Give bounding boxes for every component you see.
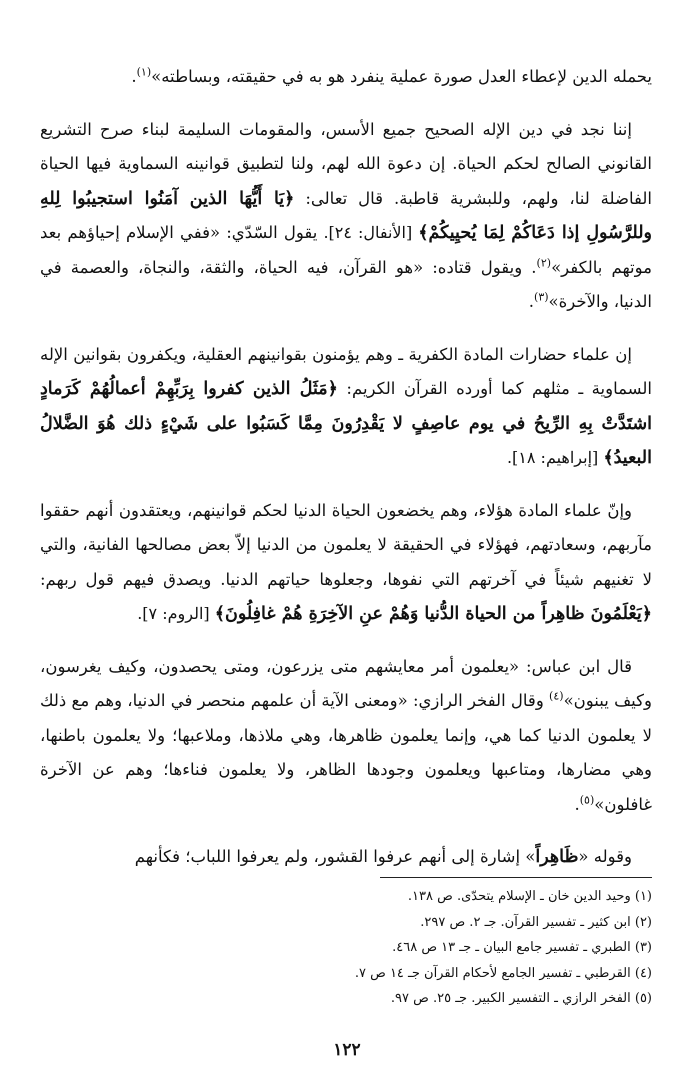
paragraph-6-text-2: » إشارة إلى أنهم عرفوا القشور، ولم يعرفوا اللباب؛ فكأنهم <box>134 847 536 866</box>
footnote-4: (٤) القرطبي ـ تفسير الجامع لأحكام القرآن جـ ١٤ ص ٧. <box>354 965 652 981</box>
paragraph-2-text-1: إننا نجد في دين الإله الصحيح جميع الأسس، والمقومات السليمة لبناء صرح التشريع القانوني الصالح لحكم الحياة. إن دعوة الله لهم، ولنا لتطبيق قوانينه السماوية فيها الحياة الفاضلة لنا، ولهم، وللبشرية قاطبة. قال تعالى: <box>40 119 652 208</box>
paragraph-2-text-4: . <box>528 292 535 311</box>
paragraph-gap <box>40 632 652 650</box>
quran-verse-rum: ﴿يَعْلَمُونَ ظاهِراً من الحياة الدُّنيا وَهُمْ عنِ الآخِرَةِ هُمْ غافِلُونَ﴾ <box>214 604 652 624</box>
footnote-marker-5[interactable]: (٥) <box>579 793 595 806</box>
paragraph-6 <box>40 840 652 875</box>
paragraph-5 <box>40 650 652 823</box>
footnote-5: (٥) الفخر الرازي ـ التفسير الكبير. جـ ٢٥. ص ٩٧. <box>390 991 652 1006</box>
paragraph-2-text-2: يقول السّدّي: «ففي الإسلام إحياؤهم بعد موتهم بالكفر» <box>40 223 652 277</box>
paragraph-5-text-3: . <box>574 794 580 814</box>
footnote-1: (١) وحيد الدين خان ـ الإسلام يتحدّى. ص ١٣٨. <box>407 889 652 904</box>
quran-verse-anfal: ﴿يَا أَيُّهَا الذين آمَنُوا استجيبُوا لِلهِ وللرَّسُولِ إذا دَعَاكُمْ لِمَا يُحيِيكُمْ﴾ <box>40 188 652 243</box>
footnote-marker-3[interactable]: (٣) <box>534 290 549 304</box>
footnotes <box>40 884 652 1012</box>
paragraph-2-text-3: . ويقول قتاده: «هو القرآن، فيه الحياة، والثقة، والنجاة، والعصمة في الدنيا، والآخرة» <box>40 257 652 311</box>
paragraph-gap <box>40 320 652 338</box>
verse-reference-anfal: [الأنفال: ٢٤]. <box>323 223 419 242</box>
quran-verse-ibrahim: ﴿مَثَلُ الذين كفروا بِرَبِّهِمْ أعمالُهُمْ كَرَمادٍ اشتَدَّتْ بِهِ الرِّيحُ في يوم عاصِفٍ لا يَقْدِرُونَ مِمَّا كَسَبُوا على شَيْءٍ ذلك هُوَ الضَّلالُ البعيدُ﴾ <box>40 379 652 468</box>
verse-reference-ibrahim: [إبراهيم: ١٨]. <box>506 448 604 467</box>
footnote-marker-2[interactable]: (٢) <box>536 256 552 269</box>
paragraph-3 <box>40 338 652 476</box>
paragraph-gap <box>40 822 652 840</box>
paragraph-gap <box>40 95 652 113</box>
paragraph-4-text-1: وإنّ علماء المادة هؤلاء، وهم يخضعون الحياة الدنيا لحكم قوانينهم، ويعتقدون أنهم حققوا مآربهم، وسعادتهم، فهؤلاء في الحقيقة لا يعلمون من الدنيا إلاّ بعض مصالحها الفانية، والتي لا تغنيهم شيئاً في آخرتهم التي نفوها، وجعلوها حياتهم الدنيا. ويصدق فيهم قول ربهم: <box>40 500 652 589</box>
page-body <box>40 60 652 875</box>
paragraph-5-text-1: قال ابن عباس: «يعلمون أمر معايشهم متى يزرعون، ومتى يحصدون، وكيف يغرسون، وكيف يبنون» <box>40 656 652 710</box>
paragraph-6-text-1: وقوله « <box>578 847 632 866</box>
footnote-2: (٢) ابن كثير ـ تفسير القرآن. جـ ٢. ص ٢٩٧. <box>420 914 652 930</box>
paragraph-5-text-2: وقال الفخر الرازي: «ومعنى الآية أن علمهم منحصر في الدنيا، وهم مع ذلك لا يعلمون الدنيا كما هي، وإنما يعلمون ظاهرها، وهي ملاذها، وملاعبها؛ ولا يعلمون باطنها، وهي مضارها، ومتاعبها ويعلمون وجودها الظاهر، ولا يعلمون فناءها؛ وهم عن الآخرة غافلون» <box>40 691 652 814</box>
footnote-marker-4[interactable]: (٤) <box>549 689 564 703</box>
page-number: ١٢٢ <box>333 1040 361 1060</box>
paragraph-3-text-1: إن علماء حضارات المادة الكفرية ـ وهم يؤمنون بقوانينهم العقلية، ويكفرون بقوانين الإله السماوية ـ مثلهم كما أورده القرآن الكريم: <box>40 344 652 398</box>
paragraph-4 <box>40 494 652 632</box>
quran-word-zahiran: ظَاهِراً <box>535 847 579 867</box>
footnote-marker-1[interactable]: (١) <box>136 65 152 79</box>
footnote-separator <box>380 877 652 878</box>
verse-reference-rum: [الروم: ٧]. <box>137 604 215 623</box>
paragraph-1 <box>40 60 652 95</box>
paragraph-gap <box>40 476 652 494</box>
paragraph-2 <box>40 113 652 320</box>
paragraph-1-text-1: يحمله الدين لإعطاء العدل صورة عملية ينفرد هو به في حقيقته، وبساطته» <box>151 67 652 86</box>
footnote-3: (٣) الطبري ـ تفسير جامع البيان ـ جـ ١٣ ص ٤٦٨. <box>392 940 652 955</box>
paragraph-1-text-2: . <box>131 67 137 86</box>
